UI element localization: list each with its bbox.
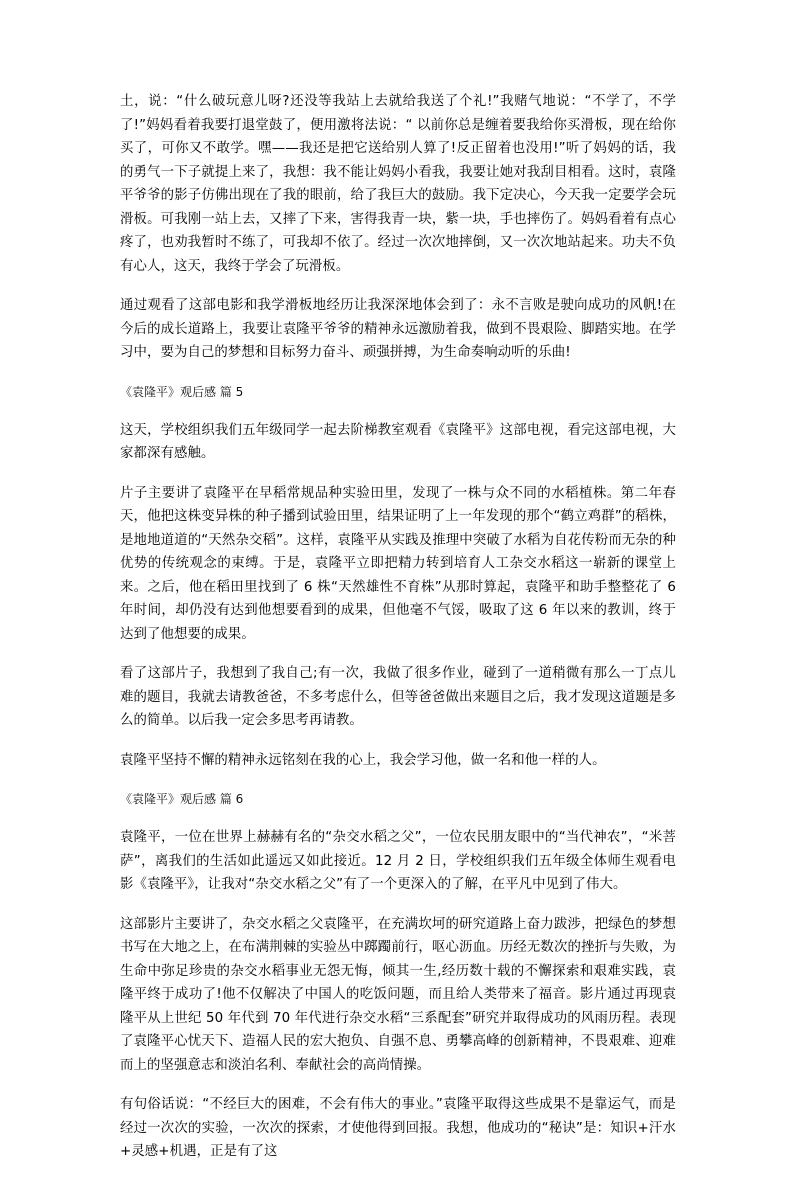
- paragraph-part5-intro: 这天，学校组织我们五年级同学一起去阶梯教室观看《袁隆平》这部电视，看完这部电视，大家都深有感触。: [120, 422, 676, 461]
- paragraph-skateboard-story: 土，说：“什么破玩意儿呀?还没等我站上去就给我送了个礼!”我赌气地说：“不学了，不学了!”妈妈看着我要打退堂鼓了，便用激将法说：“ 以前你总是缠着要我给你买滑板，现在给你买了，可你又不敢学。嘿——我还是把它送给别人算了!反正留着也没用!”听了妈妈的话，我的勇气一下子就提上来了，我想：我不能让妈妈小看我，我要让她对我刮目相看。这时，袁隆平爷爷的影子仿佛出现在了我的眼前，给了我巨大的鼓励。我下定决心，今天我一定要学会玩滑板。可我刚一站上去，又摔了下来，害得我青一块，紫一块，手也摔伤了。妈妈看着有点心疼了，也劝我暂时不练了，可我却不依了。经过一次次地摔倒，又一次次地站起来。功夫不负有心人，这天，我终于学会了玩滑板。: [120, 94, 676, 274]
- paragraph-part6-saying: 有句俗话说：“不经巨大的困难，不会有伟大的事业。”袁隆平取得这些成果不是靠运气，而是经过一次次的实验，一次次的探索，才使他得到回报。我想，他成功的“秘诀”是：知识+汗水+灵感+机遇，正是有了这: [120, 1097, 676, 1159]
- document-page: [120, 90, 676, 1180]
- paragraph-part5-plot: 片子主要讲了袁隆平在早稻常规品种实验田里，发现了一株与众不同的水稻植株。第二年春天，他把这株变异株的种子播到试验田里，结果证明了上一年发现的那个“鹤立鸡群”的稻株，是地地道道的“天然杂交稻”。这样，袁隆平从实践及推理中突破了水稻为自花传粉而无杂的种优势的传统观念的束缚。于是，袁隆平立即把精力转到培育人工杂交水稻这一崭新的课堂上来。之后，他在稻田里找到了 6 株“天然雄性不育株”从那时算起，袁隆平和助手整整花了 6 年时间，却仍没有达到他想要看到的成果，但他毫不气馁，吸取了这 6 年以来的教训，终于达到了他想要的成果。: [120, 485, 676, 642]
- paragraph-part5-conclusion: 袁隆平坚持不懈的精神永远铭刻在我的心上，我会学习他，做一名和他一样的人。: [120, 752, 606, 768]
- section-heading-part5: 《袁隆平》观后感 篇 5: [120, 384, 244, 399]
- paragraph-part6-intro: 袁隆平，一位在世界上赫赫有名的“杂交水稻之父”，一位农民朋友眼中的“当代神农”，“米菩萨”，离我们的生活如此遥远又如此接近。12 月 2 日，学校组织我们五年级全体师生观看电影《袁隆平》，让我对“杂交水稻之父”有了一个更深入的了解，在平凡中见到了伟大。: [120, 830, 676, 892]
- paragraph-part6-plot: 这部影片主要讲了，杂交水稻之父袁隆平，在充满坎坷的研究道路上奋力跋涉，把绿色的梦想书写在大地之上，在布满荆棘的实验丛中踯躅前行，呕心沥血。历经无数次的挫折与失败，为生命中弥足珍贵的杂交水稻事业无怨无悔，倾其一生,经历数十载的不懈探索和艰难实践，袁隆平终于成功了!他不仅解决了中国人的吃饭问题，而且给人类带来了福音。影片通过再现袁隆平从上世纪 50 年代到 70 年代进行杂交水稻“三系配套”研究并取得成功的风雨历程。表现了袁隆平心忧天下、造福人民的宏大抱负、自强不息、勇攀高峰的创新精神，不畏艰难、迎难而上的坚强意志和淡泊名利、奉献社会的高尚情操。: [120, 916, 676, 1073]
- section-heading-part6: 《袁隆平》观后感 篇 6: [120, 792, 244, 806]
- paragraph-part5-reflection: 看了这部片子，我想到了我自己;有一次，我做了很多作业，碰到了一道稍微有那么一丁点儿难的题目，我就去请教爸爸，不多考虑什么，但等爸爸做出来题目之后，我才发现这道题是多么的简单。以后我一定会多思考再请教。: [120, 666, 676, 728]
- paragraph-movie-lesson: 通过观看了这部电影和我学滑板地经历让我深深地体会到了：永不言败是驶向成功的风帆!在今后的成长道路上，我要让袁隆平爷爷的精神永远激励着我，做到不畏艰险、脚踏实地。在学习中，要为自己的梦想和目标努力奋斗、顽强拼搏，为生命奏响动听的乐曲!: [120, 298, 676, 360]
